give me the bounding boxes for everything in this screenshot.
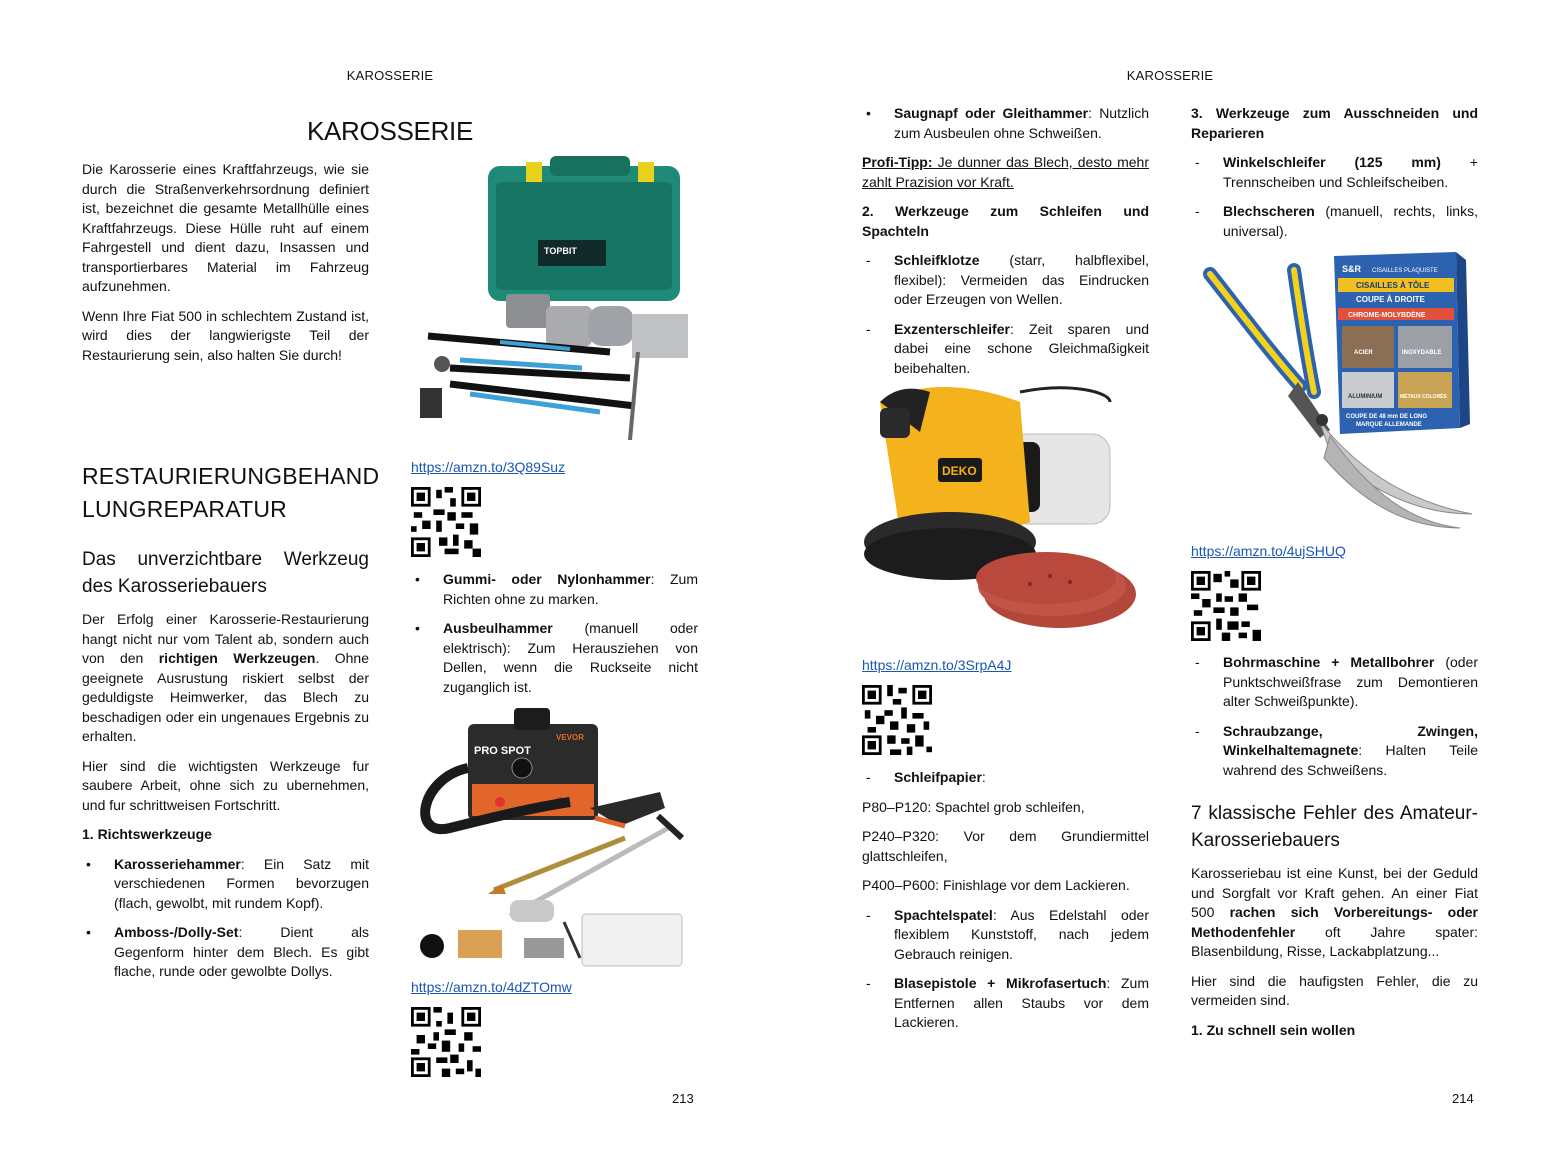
link-3-wrap [862,656,1149,676]
shears-m2: INOXYDABLE [1402,350,1442,356]
intro-paragraph-2: Wenn Ihre Fiat 500 in schlechtem Zustand ist, wird dies der langwierigste Teil der Restaurierung sein, also halten Sie durch! [82,307,369,363]
bullet-dot: • [86,855,91,872]
shears-line2: COUPE À DROITE [1356,295,1425,304]
heading-ausschneiden: 3. Werkzeuge zum Ausschneiden und Reparieren [1191,105,1478,141]
grit-line-1: P80–P120: Spachtel grob schleifen, [862,798,1085,815]
heading-zu-schnell: 1. Zu schnell sein wollen [1191,1021,1356,1038]
bullet-ausbeulhammer [411,619,698,697]
dash-mark: - [1195,722,1200,739]
dash-bold: Schraubzange, Zwingen, Winkelhaltemagnete [1223,722,1478,758]
bullet-text: (manuell oder elektrisch): Zum Herausziehen von Dellen, wenn die Ruckseite nicht zuganglich ist. [443,620,698,695]
page-number-left: 213 [672,1091,694,1106]
dash-mark: - [866,769,871,785]
heading-schleifen: 2. Werkzeuge zum Schleifen und Spachteln [862,203,1149,239]
dash-schleifklotze [862,251,1149,310]
bullet-bold: Amboss-/Dolly-Set [114,924,239,940]
dash-mark: - [866,320,871,337]
amazon-link-3[interactable]: https://amzn.to/3SrpA4J [862,657,1012,673]
dash-text: : [981,769,986,785]
dash-mark: - [1195,154,1200,170]
toolcase-brand: TOPBIT [544,246,577,256]
shears-brand: S&R [1342,264,1362,274]
dash-text: (manuell, rechts, links, universal). [1223,203,1478,239]
spot-label: PRO SPOT [474,745,531,757]
dash-text: : Zeit sparen und dabei eine schone Gleichmaßigkeit beibehalten. [894,320,1149,376]
running-head-left: KAROSSERIE [346,68,434,83]
dash-blasepistole [862,974,1149,1033]
paragraph-fehler-bold: rachen sich Vorbereitungs- oder Methodenfehler [1191,904,1478,940]
dash-text: : Zum Entfernen allen Staubs vor dem Lackieren. [894,975,1149,1030]
dash-mark: - [1195,203,1200,219]
sander-brand: DEKO [942,464,977,478]
link-2-wrap [411,978,698,998]
bullet-amboss [82,923,369,982]
paragraph-fehler-pre: Karosseriebau ist eine Kunst, bei der Geduld und Sorgfalt vor Kraft gehen. An einer Fiat 500 [1191,865,1478,920]
paragraph-fehler-2: Hier sind die haufigsten Fehler, die zu vermeiden sind. [1191,972,1478,1008]
dash-bold: Winkelschleifer (125 mm) [1223,154,1441,170]
tool-case-image [410,156,698,446]
dash-bold: Schleifklotze [894,252,980,268]
left-column-2 [411,458,698,478]
dash-bold: Blechscheren [1223,203,1315,219]
bullet-bold: Gummi- oder Nylonhammer [443,571,651,587]
dash-text: (starr, halbflexibel, flexibel): Vermeiden das Eindrucken oder Erzeugen von Wellen. [894,252,1149,307]
amazon-link-2[interactable]: https://amzn.to/4dZTOmw [411,979,572,995]
spot-brand: VEVOR [556,733,585,742]
qr-code-4[interactable] [1191,571,1261,641]
dash-bold: Blasepistole + Mikrofasertuch [894,975,1107,991]
paragraph-fehler-post: oft Jahre spater: Blasenbildung, Risse, Lackabplatzung... [1191,923,1478,959]
bullet-bold: Saugnapf oder Gleithammer [894,105,1089,121]
dash-exzenterschleifer [862,320,1149,379]
qr-code-1[interactable] [411,487,481,557]
dash-text: + Trennscheiben und Schleifscheiben. [1223,154,1478,190]
dash-winkelschleifer [1191,153,1478,192]
bullet-text: : Dient als Gegenform hinter dem Blech. Es gibt flache, runde oder gewolbte Dollys. [114,924,369,979]
section-title-line2: LUNGREPARATUR [82,496,287,522]
dash-schleifpapier [862,768,1149,788]
paragraph-tools-bold: richtigen Werkzeugen [158,650,316,666]
qr-code-3[interactable] [862,685,932,755]
dash-mark: - [1195,654,1200,670]
shears-bottom1: COUPE DE 48 mm DE LONG [1346,414,1428,420]
subsection-title: Das unverzichtbare Werkzeug des Karosseriebauers [82,549,369,597]
bullet-bold: Ausbeulhammer [443,620,553,636]
dash-text: (oder Punktschweißfrase zum Demontieren alter Schweißpunkte). [1223,654,1478,709]
right-column-1-bottom [862,768,1149,1043]
shears-m4: MÉTAUX COLORÉS [1400,394,1447,400]
shears-m1: ACIER [1354,350,1373,356]
dash-spachtelspatel [862,906,1149,965]
intro-text [82,160,369,375]
left-column-2-bullets [411,570,698,707]
dash-bold: Bohrmaschine + Metallbohrer [1223,654,1435,670]
bullet-dot: • [86,924,91,940]
paragraph-important: Hier sind die wichtigsten Werkzeuge fur saubere Arbeit, ohne sich zu ubernehmen, und fur schrittweisen Fortschritt. [82,757,369,813]
dash-bohrmaschine [1191,653,1478,712]
bullet-gummihammer [411,570,698,609]
bullet-saugnapf [862,104,1149,143]
right-column-2-bottom [1191,653,1478,1050]
shears-bottom2: MARQUE ALLEMANDE [1356,422,1422,428]
heading-richtswerkzeuge: 1. Richtswerkzeuge [82,826,212,842]
bullet-dot: • [866,105,871,121]
section-block [82,460,380,992]
bullet-text: : Nutzlich zum Ausbeulen ohne Schweißen. [894,105,1149,141]
grit-line-2: P240–P320: Vor dem Grundiermittel glattschleifen, [862,828,1149,864]
page-title: KAROSSERIE [306,116,474,146]
profi-tipp [862,153,1149,192]
dash-mark: - [866,252,871,268]
section-title [82,460,380,526]
right-column-2-top [1191,104,1478,251]
right-column-1-top [862,104,1149,388]
paragraph-tools [82,610,369,747]
section-title-line1: RESTAURIERUNGBEHAND [82,463,380,489]
bullet-text: : Ein Satz mit verschiedenen Formen bevorzugen (flach, gewolbt, mit rundem Kopf). [114,855,369,911]
dash-blechscheren [1191,202,1478,241]
profi-tipp-label: Profi-Tipp: [862,154,933,170]
bullet-bold: Karosseriehammer [114,855,241,872]
dash-schraubzange [1191,722,1478,781]
profi-tipp-text: Je dunner das Blech, desto mehr zahlt Prazision vor Kraft. [862,154,1149,190]
tin-snips-image [1190,252,1478,532]
page-number-right: 214 [1452,1091,1474,1106]
dash-bold: Exzenterschleifer [894,320,1010,337]
paragraph-tools-post: . Ohne geeignete Ausrustung riskiert selbst der geduldigste Heimwerker, das Blech zu beschadigen oder ein ungenaues Ergebnis zu erhalten. [82,650,370,744]
running-head-right: KAROSSERIE [1126,68,1214,83]
bullet-dot: • [415,571,420,587]
amazon-link-1[interactable]: https://amzn.to/3Q89Suz [411,459,566,475]
shears-m3: ALUMINIUM [1348,394,1383,400]
paragraph-tools-pre: Der Erfolg einer Karosserie-Restaurierung hangt nicht nur vom Talent ab, sondern auch von den [82,611,369,666]
qr-code-2[interactable] [411,1007,481,1077]
shears-line1: CISAILLES À TÔLE [1356,281,1430,290]
bullet-karosseriehammer [82,855,369,914]
bullet-dot: • [415,620,420,636]
dash-text: : Aus Edelstahl oder flexiblem Kunststoff, nach jedem Gebrauch reinigen. [894,906,1149,962]
dash-bold: Schleifpapier [894,769,982,785]
spot-puller-image [410,708,695,970]
shears-tag: CISAILLES PLAQUISTE [1372,268,1438,274]
paragraph-fehler [1191,864,1478,962]
bullet-text: : Zum Richten ohne zu marken. [443,571,699,607]
dash-mark: - [866,975,871,991]
link-4-wrap [1191,542,1478,562]
dash-mark: - [866,906,871,923]
dash-bold: Spachtelspatel [894,906,993,923]
orbital-sander-image [860,372,1140,642]
shears-line3: CHROME-MOLYBDÈNE [1348,312,1426,319]
dash-text: : Halten Teile wahrend des Schweißens. [1223,742,1478,778]
intro-paragraph-1: Die Karosserie eines Kraftfahrzeugs, wie sie durch die Straßenverkehrsordnung definiert ist, bezeichnet die gesamte Metallhülle eines Kraftfahrzeugs. Diese Hülle ruht auf einem Fahrgestell und dient dazu, Insassen und transportierbares Material im Fahrzeug aufzunehmen. [82,161,369,294]
section-title-fehler: 7 klassische Fehler des Amateur-Karosseriebauers [1191,803,1478,851]
amazon-link-4[interactable]: https://amzn.to/4ujSHUQ [1191,543,1346,559]
grit-line-3: P400–P600: Finishlage vor dem Lackieren. [862,877,1130,893]
